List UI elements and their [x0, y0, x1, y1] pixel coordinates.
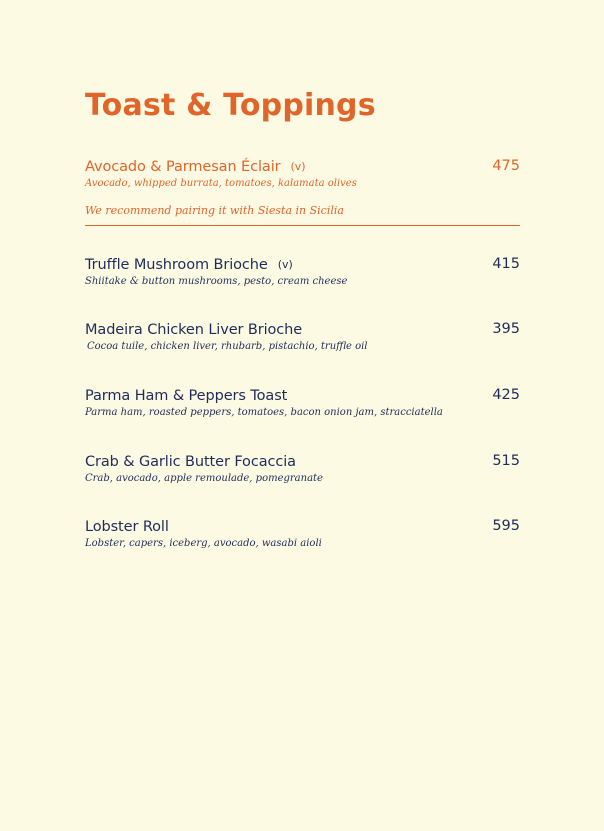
- menu-item-name: Madeira Chicken Liver Brioche: [85, 322, 303, 338]
- menu-item-name: Lobster Roll: [85, 519, 169, 535]
- menu-item-header: [85, 254, 520, 274]
- menu-item-name: Parma Ham & Peppers Toast: [85, 388, 288, 404]
- menu-item-featured: [85, 156, 520, 219]
- menu-item-name: Avocado & Parmesan Éclair: [85, 159, 281, 175]
- menu-item-description: Shiitake & button mushrooms, pesto, cream cheese: [85, 276, 348, 287]
- menu-item-header: [85, 319, 520, 339]
- menu-item-name: Crab & Garlic Butter Focaccia: [85, 454, 296, 470]
- menu-item-header: [85, 451, 520, 471]
- menu-item: [85, 385, 520, 420]
- menu-item-price: 595: [492, 518, 520, 534]
- menu-item-description: Crab, avocado, apple remoulade, pomegranate: [85, 473, 323, 484]
- menu-item-name: Truffle Mushroom Brioche: [85, 257, 268, 273]
- menu-item-price: 395: [492, 321, 520, 337]
- menu-item-description: Lobster, capers, iceberg, avocado, wasabi aioli: [85, 538, 322, 549]
- menu-item-description: Parma ham, roasted peppers, tomatoes, bacon onion jam, stracciatella: [85, 407, 443, 418]
- menu-item-header: [85, 156, 520, 176]
- menu-item: [85, 254, 520, 289]
- menu-item-header: [85, 385, 520, 405]
- vegetarian-tag: (v): [290, 160, 306, 173]
- menu-item-price: 415: [492, 256, 520, 272]
- menu-item-price: 425: [492, 387, 520, 403]
- vegetarian-tag: (v): [277, 258, 293, 271]
- menu-item: [85, 516, 520, 551]
- menu-item-description: Cocoa tuile, chicken liver, rhubarb, pistachio, truffle oil: [87, 341, 368, 352]
- menu-item-header: [85, 516, 520, 536]
- pairing-recommendation: We recommend pairing it with Siesta in Sicilia: [85, 204, 344, 217]
- menu-item-price: 515: [492, 453, 520, 469]
- menu-item: [85, 451, 520, 486]
- menu-item-description: Avocado, whipped burrata, tomatoes, kalamata olives: [85, 178, 357, 189]
- menu-item-price: 475: [492, 158, 520, 174]
- section-title: Toast & Toppings: [85, 88, 376, 123]
- section-divider: [85, 225, 520, 226]
- menu-item: [85, 319, 520, 354]
